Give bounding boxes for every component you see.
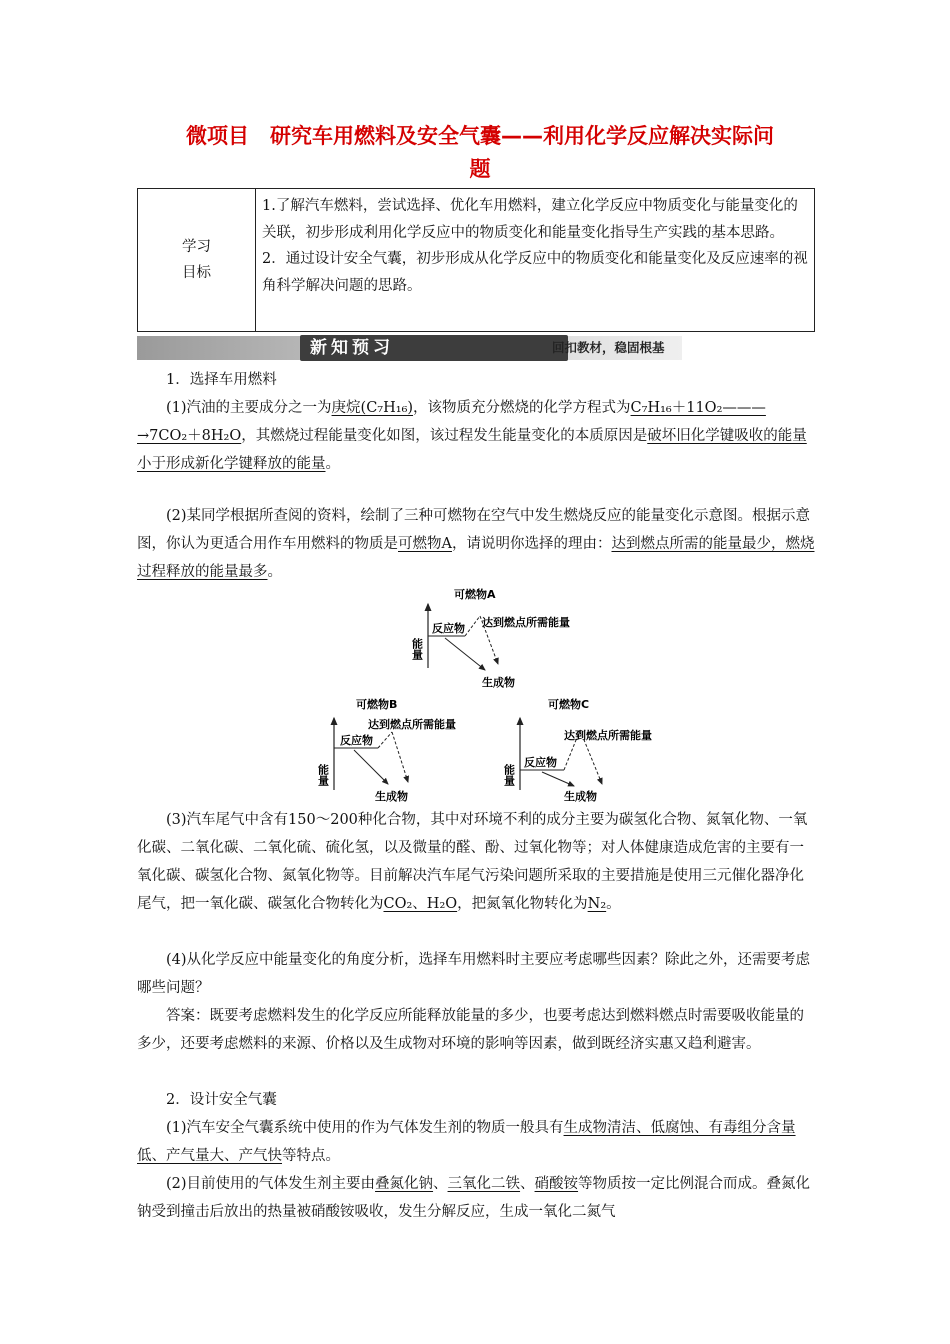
answer-n2: N₂ — [587, 896, 607, 912]
svg-text:可燃物B: 可燃物B — [356, 698, 398, 711]
svg-text:能量: 能量 — [502, 764, 516, 786]
page-title — [140, 120, 820, 186]
svg-text:达到燃点所需能量: 达到燃点所需能量 — [564, 729, 652, 742]
answer-heptane: 庚烷(C₇H₁₆) — [331, 400, 414, 416]
learning-objectives-table — [137, 188, 815, 332]
svg-text:可燃物C: 可燃物C — [548, 698, 590, 711]
answer-ammonium-nitrate: 硝酸铵 — [534, 1176, 579, 1192]
section-1-paragraph-3: (3)汽车尾气中含有150～200种化合物，其中对环境不利的成分主要为碳氢化合物、氮氧化物、一氧化碳、二氧化碳、二氧化硫、硫化氢，以及微量的醛、酚、过氧化物等；对人体健康造成危害的主要有一氧化碳、碳氢化合物、氮氧化物等。目前解决汽车尾气污染问题所采取的主要措施是使用三元催化器净化尾气，把一氧化碳、碳氢化合物转化为CO₂、H₂O，把氮氧化物转化为N₂。 — [137, 812, 808, 912]
answer-sodium-azide: 叠氮化钠 — [375, 1176, 434, 1192]
svg-text:生成物: 生成物 — [375, 790, 408, 803]
diagram-fuel-c — [503, 697, 653, 803]
section-2-paragraph-2: (2)目前使用的气体发生剂主要由叠氮化钠、三氧化二铁、硝酸铵等物质按一定比例混合而成。叠氮化钠受到撞击后放出的热量被硝酸铵吸收，发生分解反应，生成一氧化二氮气 — [137, 1176, 811, 1220]
section-1-answer: 答案：既要考虑燃料发生的化学反应所能释放能量的多少，也要考虑达到燃料燃点时需要吸收能量的多少，还要考虑燃料的来源、价格以及生成物对环境的影响等因素，做到既经济实惠又趋利避害。 — [137, 1008, 804, 1052]
answer-combustion-equation: C₇H₁₆＋11O₂———→7CO₂＋8H₂O — [137, 400, 766, 444]
objective-item-1: 1.了解汽车燃料，尝试选择、优化车用燃料，建立化学反应中物质变化与能量变化的关联，初步形成利用化学反应中的物质变化和能量变化指导生产实践的基本思路。 — [262, 198, 798, 241]
diagram-fuel-b — [317, 697, 457, 803]
section-2-paragraph-1: (1)汽车安全气囊系统中使用的作为气体发生剂的物质一般具有生成物清洁、低腐蚀、有毒组分含量低、产气量大、产气快等特点。 — [137, 1120, 796, 1164]
title-line-1: 微项目 研究车用燃料及安全气囊——利用化学反应解决实际问 — [186, 124, 774, 148]
svg-text:生成物: 生成物 — [482, 676, 515, 689]
svg-text:生成物: 生成物 — [564, 790, 597, 803]
svg-text:可燃物A: 可燃物A — [454, 588, 496, 601]
answer-energy-reason: 破坏旧化学键吸收的能量小于形成新化学键释放的能量 — [137, 428, 807, 472]
answer-fuel-a: 可燃物A — [398, 536, 452, 552]
svg-text:能量: 能量 — [410, 638, 424, 660]
objectives-content — [262, 193, 810, 299]
section-1-heading: 1．选择车用燃料 — [166, 372, 277, 388]
banner-title: 新知预习 — [310, 338, 394, 358]
objectives-label: 学习 目标 — [138, 189, 256, 331]
answer-co2-h2o: CO₂、H₂O — [383, 896, 458, 912]
diagram-fuel-a — [411, 587, 571, 689]
section-1-question-4: (4)从化学反应中能量变化的角度分析，选择车用燃料时主要应考虑哪些因素？除此之外，还需要考虑哪些问题？ — [137, 952, 811, 996]
answer-reason: 达到燃点所需的能量最少，燃烧过程释放的能量最多 — [137, 536, 815, 580]
svg-text:反应物: 反应物 — [524, 756, 557, 769]
svg-text:达到燃点所需能量: 达到燃点所需能量 — [368, 718, 456, 731]
title-line-2: 题 — [469, 157, 491, 181]
section-1-paragraph-1: (1)汽油的主要成分之一为庚烷(C₇H₁₆)，该物质充分燃烧的化学方程式为C₇H₁₆＋11O₂———→7CO₂＋8H₂O，其燃烧过程能量变化如图，该过程发生能量变化的本质原因是破坏旧化学键吸收的能量小于形成新化学键释放的能量。 — [137, 400, 807, 472]
svg-text:能量: 能量 — [316, 764, 330, 786]
answer-gas-generator-features: 生成物清洁、低腐蚀、有毒组分含量低、产气量大、产气快 — [137, 1120, 796, 1164]
section-2-heading: 2．设计安全气囊 — [166, 1092, 277, 1108]
section-1-paragraph-2: (2)某同学根据所查阅的资料，绘制了三种可燃物在空气中发生燃烧反应的能量变化示意图。根据示意图，你认为更适合用作车用燃料的物质是可燃物A，请说明你选择的理由：达到燃点所需的能量最少，燃烧过程释放的能量最多。 — [137, 508, 815, 580]
svg-text:反应物: 反应物 — [340, 734, 373, 747]
answer-iron-oxide: 三氧化二铁 — [447, 1176, 521, 1192]
banner-subtitle: 回扣教材，稳固根基 — [552, 340, 665, 355]
svg-text:反应物: 反应物 — [432, 622, 465, 635]
energy-diagrams — [316, 584, 680, 806]
objective-item-2: 2．通过设计安全气囊，初步形成从化学反应中的物质变化和能量变化及反应速率的视角科学解决问题的思路。 — [262, 251, 808, 294]
svg-text:达到燃点所需能量: 达到燃点所需能量 — [482, 616, 570, 629]
